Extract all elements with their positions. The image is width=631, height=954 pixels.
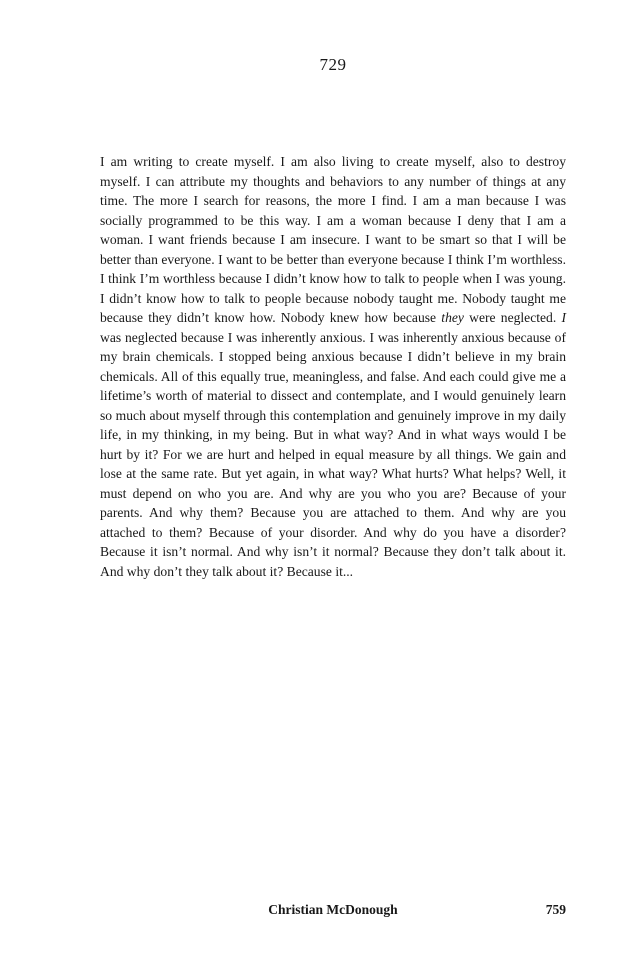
emphasized-text: I <box>561 310 566 325</box>
paragraph <box>100 152 566 581</box>
emphasized-text: they <box>441 310 464 325</box>
footer-author-name: Christian McDonough <box>268 902 398 917</box>
body-text-segment: were neglected. <box>463 310 562 325</box>
body-text-segment: was neglected because I was inherently anxious. I was inherently anxious because of my brain chemicals. I stopped being anxious because I didn’t believe in my brain chemicals. All of this equally true, meaningless, and false. And each could give me a lifetime’s worth of material to dissect and contemplate, and I would genuinely learn so much about myself through this contemplation and genuinely improve in my daily life, in my thinking, in my being. But in what way? And in what ways would I be hurt by it? For we are hurt and helped in equal measure by all things. We gain and lose at the same rate. But yet again, in what way? What hurts? What helps? Well, it must depend on who you are. And why are you who you are? Because of your parents. And why them? Because you are attached to them. And why are you attached to them? Because of your disorder. And why do you have a disorder? Because it isn’t normal. And why isn’t it normal? Because they don’t talk about it. And why don’t they talk about it? Because it... <box>100 329 566 579</box>
footer <box>100 902 566 922</box>
footer-page-number: 759 <box>545 902 566 917</box>
header-page-number: 729 <box>319 55 347 74</box>
body-text-segment: I am writing to create myself. I am also living to create myself, also to destroy myself. I can attribute my thoughts and behaviors to any number of things at any time. The more I search for reasons, the more I find. I am a man because I was socially programmed to be this way. I am a woman because I deny that I am a woman. I want friends because I am insecure. I want to be smart so that I will be better than everyone. I want to be better than everyone because I think I’m worthless. I think I’m worthless because I didn’t know how to talk to people when I was young. I didn’t know how to talk to people because nobody taught me. Nobody taught me because they didn’t know how. Nobody knew how because <box>100 154 566 325</box>
